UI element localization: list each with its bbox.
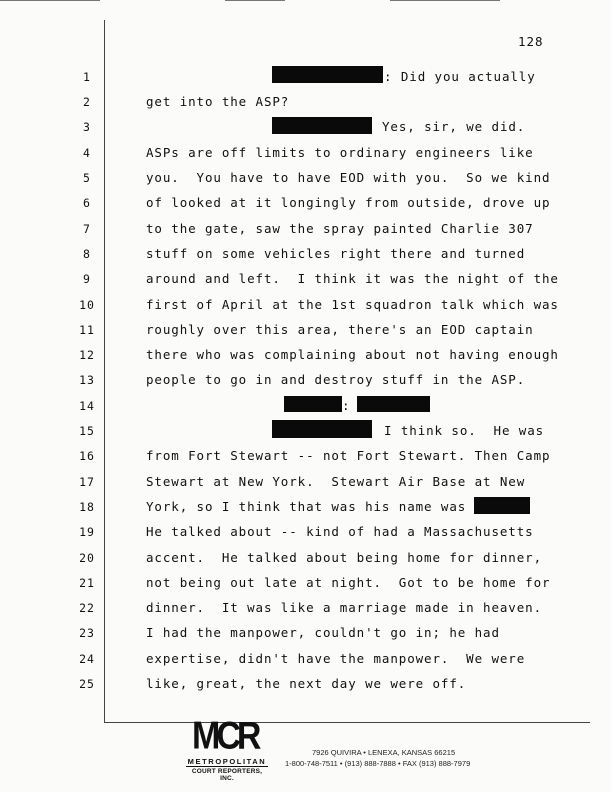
line-number: 25 — [79, 677, 95, 691]
transcript-line: to the gate, saw the spray painted Charlie 307 — [146, 221, 534, 236]
line-number: 10 — [79, 298, 95, 312]
transcript-line: Yes, sir, we did. — [382, 119, 526, 134]
transcript-line: York, so I think that was his name was — [146, 499, 467, 514]
redaction-bar — [284, 396, 342, 412]
transcript-line: stuff on some vehicles right there and turned — [146, 246, 526, 261]
transcript-line: get into the ASP? — [146, 94, 290, 109]
transcript-line: of looked at it longingly from outside, drove up — [146, 195, 551, 210]
line-number: 1 — [83, 70, 91, 84]
scan-edge-line — [0, 0, 100, 1]
transcript-line: expertise, didn't have the manpower. We were — [146, 651, 526, 666]
scan-edge-line — [225, 0, 285, 1]
transcript-line: accent. He talked about being home for dinner, — [146, 550, 543, 565]
line-number: 21 — [79, 576, 95, 590]
transcript-line: He talked about -- kind of had a Massachusetts — [146, 524, 534, 539]
line-number: 9 — [83, 272, 91, 286]
line-number: 5 — [83, 171, 91, 185]
footer-phone: 1-800-748-7511 • (913) 888-7888 • FAX (913) 888-7979 — [285, 759, 471, 768]
line-number: 24 — [79, 652, 95, 666]
transcript-line: first of April at the 1st squadron talk which was — [146, 297, 559, 312]
line-number: 2 — [83, 95, 91, 109]
redaction-bar — [474, 497, 530, 514]
line-number: 6 — [83, 196, 91, 210]
line-number: 19 — [79, 525, 95, 539]
line-number: 14 — [79, 399, 95, 413]
line-number: 3 — [83, 120, 91, 134]
logo-company: COURT REPORTERS, INC. — [186, 766, 268, 782]
transcript-line: like, great, the next day we were off. — [146, 676, 467, 691]
redaction-bar — [272, 66, 383, 83]
line-number: 16 — [79, 449, 95, 463]
line-number: 7 — [83, 222, 91, 236]
transcript-line: not being out late at night. Got to be home for — [146, 575, 551, 590]
margin-rule — [104, 20, 105, 722]
line-number: 17 — [79, 475, 95, 489]
transcript-line: Stewart at New York. Stewart Air Base at New — [146, 474, 526, 489]
transcript-line: I had the manpower, couldn't go in; he had — [146, 625, 500, 640]
transcript-line: : Did you actually — [384, 69, 536, 84]
transcript-line: roughly over this area, there's an EOD captain — [146, 322, 534, 337]
redaction-bar — [357, 396, 430, 412]
line-number: 18 — [79, 500, 95, 514]
line-number: 15 — [79, 424, 95, 438]
logo-mark: MCR — [192, 714, 258, 758]
redaction-bar — [272, 117, 372, 134]
line-number: 13 — [79, 373, 95, 387]
transcript-line: dinner. It was like a marriage made in heaven. — [146, 600, 543, 615]
court-reporter-logo — [186, 714, 268, 782]
line-number: 12 — [79, 348, 95, 362]
line-number: 20 — [79, 551, 95, 565]
footer-address: 7926 QUIVIRA • LENEXA, KANSAS 66215 — [312, 748, 456, 757]
line-number: 22 — [79, 601, 95, 615]
line-number: 11 — [79, 323, 95, 337]
transcript-line: around and left. I think it was the night of the — [146, 271, 559, 286]
scan-edge-line — [390, 0, 500, 1]
logo-name: METROPOLITAN — [187, 757, 267, 766]
redaction-bar — [272, 420, 372, 438]
transcript-line: from Fort Stewart -- not Fort Stewart. Then Camp — [146, 448, 551, 463]
bottom-rule — [104, 722, 590, 723]
transcript-line: people to go in and destroy stuff in the ASP. — [146, 372, 526, 387]
transcript-line: I think so. He was — [384, 423, 545, 438]
page-number: 128 — [518, 34, 544, 49]
line-number: 8 — [83, 247, 91, 261]
transcript-line: you. You have to have EOD with you. So we kind — [146, 170, 551, 185]
transcript-line: ASPs are off limits to ordinary engineers like — [146, 145, 534, 160]
transcript-line: there who was complaining about not having enough — [146, 347, 559, 362]
line-number: 4 — [83, 146, 91, 160]
transcript-line: : — [342, 398, 351, 413]
line-number: 23 — [79, 626, 95, 640]
